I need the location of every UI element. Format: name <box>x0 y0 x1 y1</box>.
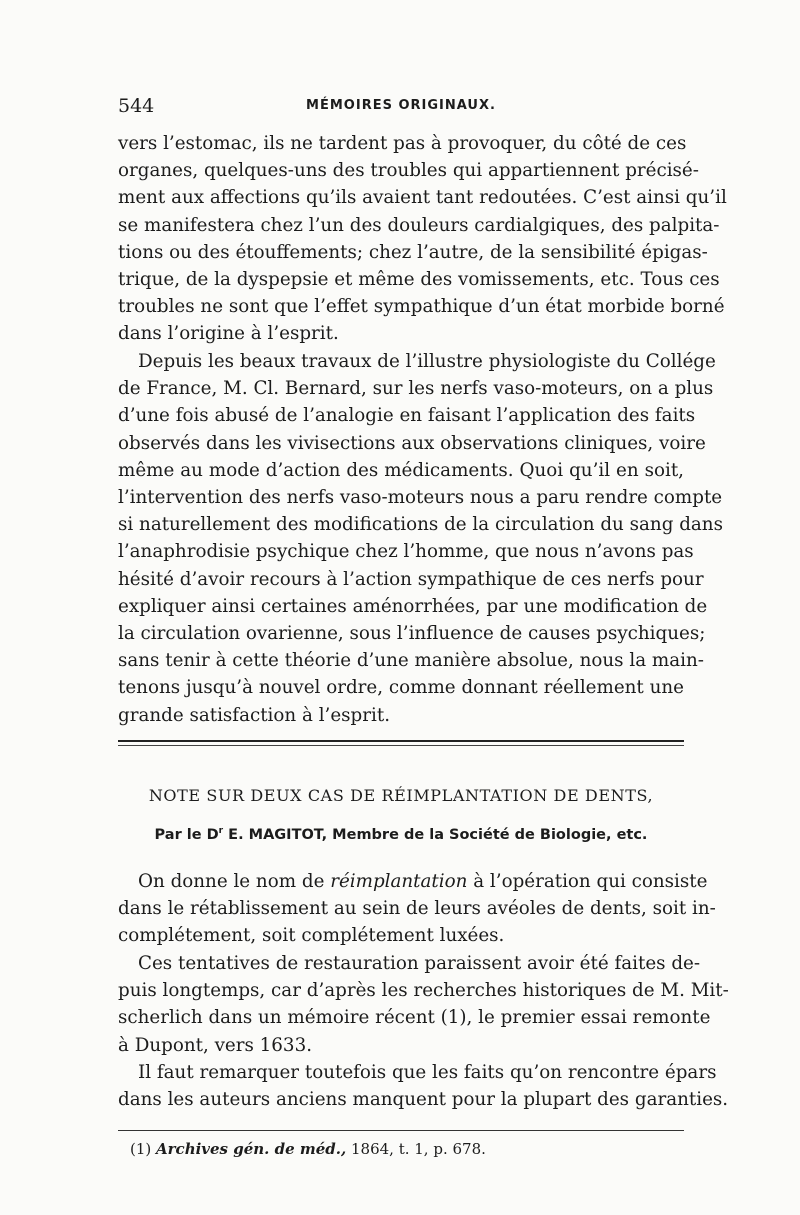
text-line: organes, quelques-uns des troubles qui appartiennent précisé- <box>118 160 699 182</box>
text-line: Il faut remarquer toutefois que les faits qu’on rencontre épars <box>138 1062 717 1083</box>
text-line: puis longtemps, car d’après les recherches historiques de M. Mit- <box>118 980 729 1002</box>
footnote-ref: 1864, t. 1, p. 678. <box>346 1140 486 1158</box>
text-line: dans l’origine à l’esprit. <box>118 323 339 345</box>
paragraph-5 <box>118 1059 729 1113</box>
text-line: trique, de la dyspepsie et même des vomissements, etc. Tous ces <box>118 269 720 291</box>
text-line: complétement, soit complétement luxées. <box>118 925 505 947</box>
running-title: MÉMOIRES ORIGINAUX. <box>306 98 496 113</box>
paragraph-4 <box>118 950 729 1059</box>
page-number: 544 <box>118 95 155 117</box>
footnote-rule <box>118 1130 684 1131</box>
text-line: d’une fois abusé de l’analogie en faisant l’application des faits <box>118 405 696 427</box>
footnote <box>130 1140 486 1158</box>
paragraph-1 <box>118 130 727 348</box>
text-line: ment aux affections qu’ils avaient tant redoutées. C’est ainsi qu’il <box>118 187 727 209</box>
paragraph-3 <box>118 868 716 950</box>
byline <box>118 826 684 843</box>
text-line: la circulation ovarienne, sous l’influence de causes psychiques; <box>118 623 706 645</box>
text-line: vers l’estomac, ils ne tardent pas à provoquer, du côté de ces <box>118 133 687 154</box>
text-line: de France, M. Cl. Bernard, sur les nerfs vaso-moteurs, on a plus <box>118 378 714 400</box>
text-line: expliquer ainsi certaines aménorrhées, par une modification de <box>118 595 708 617</box>
text-line: l’intervention des nerfs vaso-moteurs nous a paru rendre compte <box>118 487 723 509</box>
text-line: On donne le nom de réimplantation à l’opération qui consiste <box>138 871 708 892</box>
text-line: grande satisfaction à l’esprit. <box>118 704 391 726</box>
paragraph-2 <box>118 348 723 729</box>
text-line: l’anaphrodisie psychique chez l’homme, que nous n’avons pas <box>118 541 694 563</box>
text-line: se manifestera chez l’un des douleurs cardialgiques, des palpita- <box>118 214 720 236</box>
text-line: troubles ne sont que l’effet sympathique d’un état morbide borné <box>118 296 725 318</box>
text-line: à Dupont, vers 1633. <box>118 1034 313 1056</box>
text-line: hésité d’avoir recours à l’action sympathique de ces nerfs pour <box>118 568 704 590</box>
text-line: Ces tentatives de restauration paraissent avoir été faites de- <box>138 953 701 974</box>
section-divider <box>118 740 684 748</box>
text-line: tions ou des étouffements; chez l’autre, de la sensibilité épigas- <box>118 241 708 263</box>
byline-prefix: Par le D <box>154 826 219 843</box>
page-header <box>118 95 684 119</box>
text-line: sans tenir à cette théorie d’une manière absolue, nous la main- <box>118 650 704 672</box>
italic-term: réimplantation <box>330 871 468 892</box>
text-line: Depuis les beaux travaux de l’illustre physiologiste du Collége <box>138 351 716 372</box>
footnote-marker: (1) <box>130 1140 157 1158</box>
text-line: si naturellement des modifications de la circulation du sang dans <box>118 514 723 536</box>
text-line: dans le rétablissement au sein de leurs avéoles de dents, soit in- <box>118 898 716 920</box>
byline-rest: E. MAGITOT, Membre de la Société de Biologie, etc. <box>223 826 648 843</box>
text-line: observés dans les vivisections aux observations cliniques, voire <box>118 432 706 454</box>
byline-sup: r <box>218 826 224 836</box>
text-line: scherlich dans un mémoire récent (1), le premier essai remonte <box>118 1007 711 1029</box>
footnote-source: Archives gén. de méd., <box>156 1140 347 1158</box>
text-line: dans les auteurs anciens manquent pour la plupart des garanties. <box>118 1089 729 1111</box>
text-line: tenons jusqu’à nouvel ordre, comme donnant réellement une <box>118 677 684 699</box>
text-line: même au mode d’action des médicaments. Quoi qu’il en soit, <box>118 459 684 481</box>
article-title: NOTE SUR DEUX CAS DE RÉIMPLANTATION DE DENTS, <box>148 786 654 805</box>
